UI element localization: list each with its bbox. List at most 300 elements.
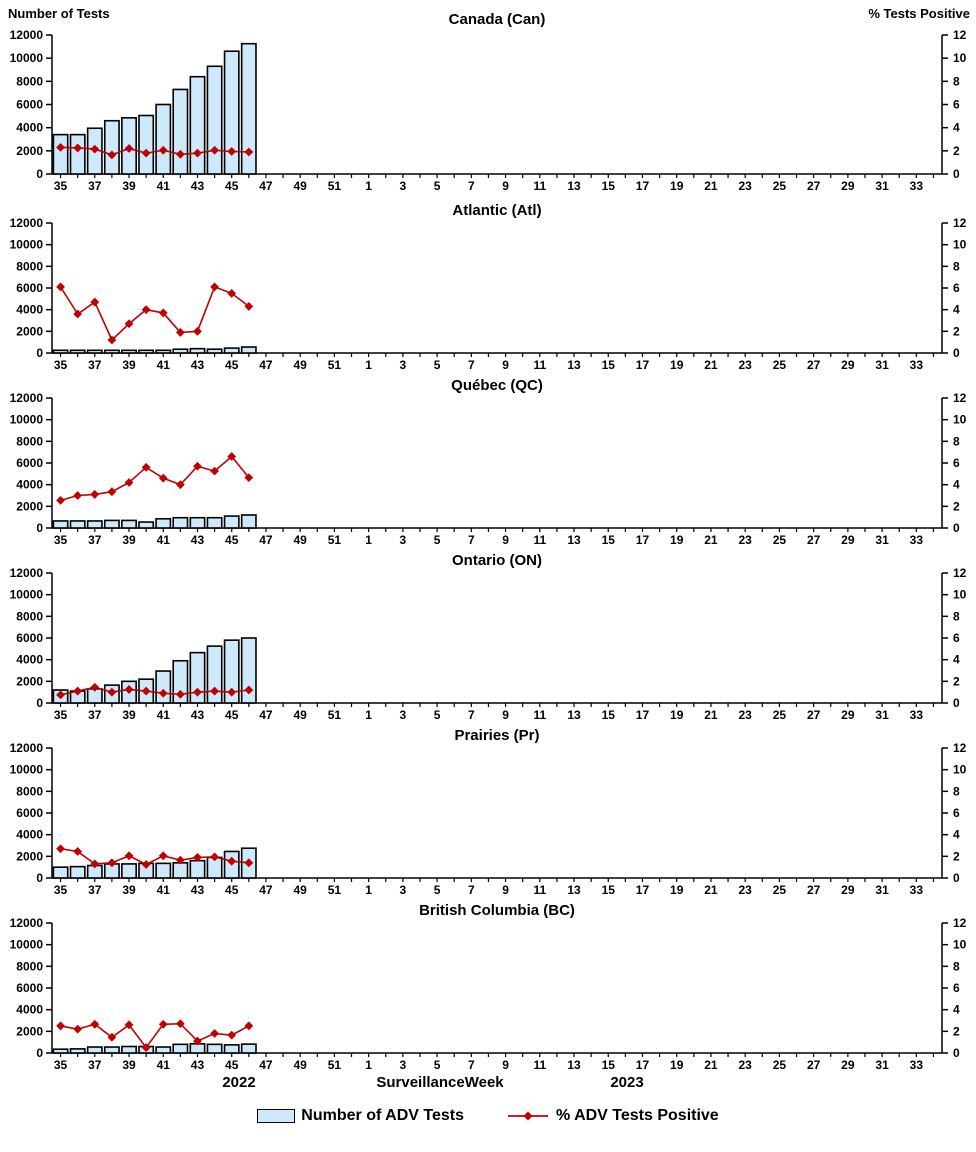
week-tick-label: 29 — [841, 179, 855, 193]
chart-qu-bec-qc — [0, 372, 976, 547]
week-tick-label: 5 — [433, 533, 441, 547]
left-axis-tick-label: 8000 — [16, 74, 43, 89]
bar-legend-swatch-icon — [257, 1109, 295, 1123]
left-axis-tick-label: 8000 — [16, 434, 43, 449]
right-axis-tick-label: 8 — [953, 609, 960, 624]
data-point-marker — [56, 844, 65, 853]
week-tick-label: 47 — [259, 533, 273, 547]
week-tick-label: 37 — [88, 883, 102, 897]
right-axis-tick-label: 6 — [953, 806, 960, 820]
week-tick-label: 21 — [704, 179, 718, 193]
legend-item-positive — [506, 1107, 719, 1125]
week-tick-label: 49 — [293, 533, 307, 547]
bar — [242, 1044, 256, 1053]
bar — [156, 519, 170, 528]
bar — [156, 350, 170, 353]
bar — [225, 516, 239, 528]
right-axis-tick-label: 8 — [953, 434, 960, 449]
chart-title: Canada (Can) — [448, 11, 546, 28]
week-tick-label: 29 — [841, 533, 855, 547]
left-axis-tick-label: 6000 — [16, 281, 43, 295]
week-tick-label: 15 — [601, 1058, 615, 1072]
bar — [105, 520, 119, 528]
week-tick-label: 13 — [567, 179, 581, 193]
bar — [88, 350, 102, 353]
week-tick-label: 11 — [533, 883, 547, 897]
week-tick-label: 33 — [909, 1058, 924, 1072]
week-tick-label: 27 — [806, 708, 821, 722]
chart-title: Québec (QC) — [451, 377, 543, 394]
left-axis-tick-label: 4000 — [16, 652, 43, 667]
week-tick-label: 41 — [156, 533, 170, 547]
left-axis-tick-label: 8000 — [16, 784, 43, 799]
bar — [53, 521, 67, 528]
bar — [156, 671, 170, 703]
bar — [88, 1047, 102, 1053]
week-tick-label: 7 — [467, 533, 475, 547]
right-axis-tick-label: 12 — [953, 566, 967, 580]
left-axis-tick-label: 12000 — [9, 566, 43, 580]
week-tick-label: 15 — [601, 708, 615, 722]
week-tick-label: 45 — [225, 708, 239, 722]
week-tick-label: 51 — [327, 533, 342, 547]
right-axis-tick-label: 10 — [953, 237, 967, 252]
left-axis-tick-label: 4000 — [16, 302, 43, 317]
week-tick-label: 35 — [53, 883, 68, 897]
week-tick-label: 41 — [156, 1058, 170, 1072]
left-axis-tick-label: 6000 — [16, 981, 43, 995]
week-tick-label: 17 — [635, 883, 650, 897]
week-tick-label: 25 — [772, 179, 787, 193]
bar — [207, 518, 221, 528]
right-axis-tick-label: 10 — [953, 51, 967, 66]
week-tick-label: 27 — [806, 883, 821, 897]
week-tick-label: 27 — [806, 358, 821, 372]
week-tick-label: 5 — [433, 1058, 441, 1072]
bar — [122, 864, 136, 878]
week-tick-label: 9 — [502, 179, 509, 193]
week-tick-label: 23 — [738, 708, 752, 722]
week-tick-label: 1 — [365, 883, 372, 897]
right-axis-tick-label: 2 — [953, 1024, 960, 1039]
chart-atlantic-atl — [0, 197, 976, 372]
week-tick-label: 37 — [88, 179, 102, 193]
left-axis-tick-label: 4000 — [16, 827, 43, 842]
week-tick-label: 17 — [635, 358, 650, 372]
week-tick-label: 45 — [225, 533, 239, 547]
left-axis-tick-label: 10000 — [9, 412, 43, 427]
left-axis-tick-label: 6000 — [16, 456, 43, 470]
bar — [122, 520, 136, 528]
right-axis-tick-label: 8 — [953, 784, 960, 799]
week-tick-label: 21 — [704, 358, 718, 372]
week-tick-label: 39 — [122, 883, 136, 897]
week-tick-label: 41 — [156, 708, 170, 722]
bar — [225, 348, 239, 353]
x-axis-footer — [0, 1072, 976, 1098]
week-tick-label: 23 — [738, 533, 752, 547]
week-tick-label: 47 — [259, 358, 273, 372]
week-tick-label: 43 — [190, 883, 205, 897]
week-tick-label: 9 — [502, 883, 509, 897]
week-tick-label: 23 — [738, 179, 752, 193]
right-axis-tick-label: 4 — [953, 652, 960, 667]
right-axis-tick-label: 6 — [953, 456, 960, 470]
week-tick-label: 27 — [806, 179, 821, 193]
week-tick-label: 27 — [806, 533, 821, 547]
week-tick-label: 11 — [533, 358, 547, 372]
week-tick-label: 11 — [533, 708, 547, 722]
left-axis-tick-label: 0 — [36, 167, 43, 181]
left-axis-tick-label: 0 — [36, 1046, 43, 1060]
week-tick-label: 25 — [772, 1058, 787, 1072]
right-axis-tick-label: 2 — [953, 674, 960, 689]
left-axis-tick-label: 8000 — [16, 959, 43, 974]
week-tick-label: 19 — [670, 533, 684, 547]
week-tick-label: 5 — [433, 358, 441, 372]
right-axis-tick-label: 2 — [953, 143, 960, 158]
week-tick-label: 21 — [704, 533, 718, 547]
week-tick-label: 9 — [502, 708, 509, 722]
right-axis-tick-label: 8 — [953, 259, 960, 274]
week-tick-label: 37 — [88, 708, 102, 722]
week-tick-label: 3 — [399, 179, 407, 193]
week-tick-label: 7 — [467, 179, 475, 193]
bar — [156, 105, 170, 175]
left-axis-tick-label: 2000 — [16, 1024, 43, 1039]
week-tick-label: 41 — [156, 883, 170, 897]
data-point-marker — [56, 283, 65, 292]
week-tick-label: 51 — [327, 883, 342, 897]
left-axis-tick-label: 10000 — [9, 587, 43, 602]
year-label-2022: 2022 — [222, 1074, 256, 1091]
chart-british-columbia-bc — [0, 897, 976, 1072]
bar — [88, 521, 102, 528]
left-axis-tick-label: 10000 — [9, 51, 43, 66]
bar — [173, 349, 187, 353]
data-point-marker — [193, 327, 202, 336]
week-tick-label: 33 — [909, 883, 924, 897]
chart-legend — [0, 1098, 976, 1134]
week-tick-label: 11 — [533, 179, 547, 193]
bar — [190, 349, 204, 353]
week-tick-label: 31 — [875, 708, 889, 722]
bar — [242, 515, 256, 528]
week-tick-label: 7 — [467, 883, 475, 897]
right-axis-tick-label: 2 — [953, 499, 960, 514]
left-axis-tick-label: 2000 — [16, 499, 43, 514]
chart-ontario-on — [0, 547, 976, 722]
week-tick-label: 45 — [225, 1058, 239, 1072]
bar — [173, 89, 187, 174]
week-tick-label: 31 — [875, 883, 889, 897]
week-tick-label: 13 — [567, 1058, 581, 1072]
week-tick-label: 19 — [670, 708, 684, 722]
left-axis-tick-label: 0 — [36, 346, 43, 360]
data-point-marker — [56, 496, 65, 505]
right-axis-tick-label: 4 — [953, 302, 960, 317]
data-point-marker — [73, 491, 82, 500]
week-tick-label: 51 — [327, 179, 342, 193]
bar — [53, 867, 67, 878]
bar — [71, 135, 85, 174]
week-tick-label: 7 — [467, 708, 475, 722]
week-tick-label: 37 — [88, 533, 102, 547]
left-axis-tick-label: 4000 — [16, 477, 43, 492]
week-tick-label: 35 — [53, 358, 68, 372]
right-axis-tick-label: 0 — [953, 871, 960, 885]
bar — [122, 350, 136, 353]
week-tick-label: 9 — [502, 533, 509, 547]
week-tick-label: 5 — [433, 708, 441, 722]
bar — [71, 350, 85, 353]
week-tick-label: 31 — [875, 179, 889, 193]
week-tick-label: 29 — [841, 708, 855, 722]
left-axis-tick-label: 6000 — [16, 806, 43, 820]
week-tick-label: 13 — [567, 358, 581, 372]
week-tick-label: 15 — [601, 533, 615, 547]
left-axis-tick-label: 12000 — [9, 391, 43, 405]
right-axis-tick-label: 10 — [953, 412, 967, 427]
week-tick-label: 3 — [399, 533, 407, 547]
left-axis-tick-label: 10000 — [9, 937, 43, 952]
week-tick-label: 31 — [875, 1058, 889, 1072]
week-tick-label: 13 — [567, 883, 581, 897]
week-tick-label: 11 — [533, 1058, 547, 1072]
bar — [105, 1047, 119, 1053]
right-axis-tick-label: 0 — [953, 1046, 960, 1060]
week-tick-label: 43 — [190, 708, 205, 722]
week-tick-label: 51 — [327, 1058, 342, 1072]
left-axis-tick-label: 12000 — [9, 216, 43, 230]
chart-title: British Columbia (BC) — [419, 902, 575, 919]
year-label-2023: 2023 — [610, 1074, 644, 1091]
right-axis-tick-label: 0 — [953, 167, 960, 181]
bar — [190, 77, 204, 174]
bar — [190, 518, 204, 528]
bar — [207, 66, 221, 174]
x-axis-title: SurveillanceWeek — [376, 1074, 504, 1091]
data-point-marker — [244, 1022, 253, 1031]
bar — [207, 1044, 221, 1053]
week-tick-label: 3 — [399, 358, 407, 372]
week-tick-label: 43 — [190, 1058, 205, 1072]
week-tick-label: 5 — [433, 179, 441, 193]
week-tick-label: 15 — [601, 883, 615, 897]
week-tick-label: 37 — [88, 358, 102, 372]
right-axis-tick-label: 0 — [953, 696, 960, 710]
left-axis-tick-label: 10000 — [9, 762, 43, 777]
week-tick-label: 45 — [225, 358, 239, 372]
chart-canada-can — [0, 0, 976, 197]
week-tick-label: 15 — [601, 179, 615, 193]
right-axis-tick-label: 4 — [953, 120, 960, 135]
bar — [105, 350, 119, 353]
bar — [53, 350, 67, 353]
week-tick-label: 19 — [670, 883, 684, 897]
left-axis-tick-label: 0 — [36, 696, 43, 710]
left-axis-tick-label: 0 — [36, 871, 43, 885]
right-axis-tick-label: 0 — [953, 346, 960, 360]
bar — [139, 522, 153, 528]
bar — [156, 863, 170, 878]
data-point-marker — [227, 1031, 236, 1040]
week-tick-label: 47 — [259, 1058, 273, 1072]
bar — [71, 521, 85, 528]
week-tick-label: 21 — [704, 1058, 718, 1072]
bar — [207, 349, 221, 353]
bar — [173, 863, 187, 878]
week-tick-label: 43 — [190, 179, 205, 193]
week-tick-label: 19 — [670, 179, 684, 193]
week-tick-label: 21 — [704, 708, 718, 722]
week-tick-label: 15 — [601, 358, 615, 372]
week-tick-label: 49 — [293, 1058, 307, 1072]
data-point-marker — [159, 474, 168, 483]
week-tick-label: 39 — [122, 1058, 136, 1072]
week-tick-label: 1 — [365, 179, 372, 193]
week-tick-label: 47 — [259, 708, 273, 722]
legend-label-tests: Number of ADV Tests — [301, 1107, 464, 1124]
left-axis-tick-label: 2000 — [16, 674, 43, 689]
week-tick-label: 25 — [772, 708, 787, 722]
week-tick-label: 35 — [53, 1058, 68, 1072]
week-tick-label: 19 — [670, 358, 684, 372]
bar — [122, 1047, 136, 1054]
left-axis-title: Number of Tests — [8, 6, 110, 21]
week-tick-label: 5 — [433, 883, 441, 897]
bar — [71, 1049, 85, 1053]
right-axis-tick-label: 2 — [953, 324, 960, 339]
left-axis-tick-label: 4000 — [16, 120, 43, 135]
week-tick-label: 17 — [635, 179, 650, 193]
week-tick-label: 9 — [502, 1058, 509, 1072]
week-tick-label: 33 — [909, 533, 924, 547]
right-axis-tick-label: 8 — [953, 74, 960, 89]
data-point-marker — [210, 283, 219, 292]
bar — [139, 350, 153, 353]
week-tick-label: 49 — [293, 708, 307, 722]
right-axis-tick-label: 6 — [953, 981, 960, 995]
left-axis-tick-label: 12000 — [9, 916, 43, 930]
week-tick-label: 17 — [635, 708, 650, 722]
week-tick-label: 25 — [772, 358, 787, 372]
bar — [242, 347, 256, 353]
week-tick-label: 21 — [704, 883, 718, 897]
week-tick-label: 43 — [190, 358, 205, 372]
week-tick-label: 31 — [875, 358, 889, 372]
week-tick-label: 7 — [467, 1058, 475, 1072]
right-axis-tick-label: 12 — [953, 28, 967, 42]
week-tick-label: 41 — [156, 358, 170, 372]
bar — [173, 1044, 187, 1053]
week-tick-label: 3 — [399, 1058, 407, 1072]
week-tick-label: 33 — [909, 358, 924, 372]
week-tick-label: 23 — [738, 358, 752, 372]
left-axis-tick-label: 6000 — [16, 631, 43, 645]
week-tick-label: 1 — [365, 1058, 372, 1072]
right-axis-title: % Tests Positive — [868, 6, 970, 21]
week-tick-label: 47 — [259, 883, 273, 897]
data-point-marker — [159, 851, 168, 860]
left-axis-tick-label: 8000 — [16, 259, 43, 274]
week-tick-label: 1 — [365, 533, 372, 547]
week-tick-label: 23 — [738, 883, 752, 897]
week-tick-label: 29 — [841, 1058, 855, 1072]
bar — [139, 116, 153, 174]
right-axis-tick-label: 4 — [953, 827, 960, 842]
right-axis-tick-label: 4 — [953, 1002, 960, 1017]
right-axis-tick-label: 12 — [953, 391, 967, 405]
week-tick-label: 39 — [122, 533, 136, 547]
week-tick-label: 47 — [259, 179, 273, 193]
left-axis-tick-label: 2000 — [16, 143, 43, 158]
week-tick-label: 49 — [293, 179, 307, 193]
bar — [105, 121, 119, 174]
week-tick-label: 41 — [156, 179, 170, 193]
right-axis-tick-label: 2 — [953, 849, 960, 864]
week-tick-label: 13 — [567, 533, 581, 547]
data-point-marker — [73, 1025, 82, 1034]
chart-title: Ontario (ON) — [452, 552, 542, 569]
week-tick-label: 13 — [567, 708, 581, 722]
week-tick-label: 49 — [293, 883, 307, 897]
left-axis-tick-label: 0 — [36, 521, 43, 535]
legend-label-positive: % ADV Tests Positive — [555, 1107, 719, 1124]
week-tick-label: 37 — [88, 1058, 102, 1072]
left-axis-tick-label: 2000 — [16, 849, 43, 864]
week-tick-label: 35 — [53, 708, 68, 722]
bar — [225, 1045, 239, 1053]
week-tick-label: 35 — [53, 533, 68, 547]
right-axis-tick-label: 4 — [953, 477, 960, 492]
week-tick-label: 29 — [841, 883, 855, 897]
bar — [71, 867, 85, 878]
left-axis-tick-label: 8000 — [16, 609, 43, 624]
line-legend-marker-icon — [506, 1110, 550, 1122]
week-tick-label: 19 — [670, 1058, 684, 1072]
right-axis-tick-label: 6 — [953, 281, 960, 295]
left-axis-tick-label: 12000 — [9, 741, 43, 755]
week-tick-label: 11 — [533, 533, 547, 547]
week-tick-label: 23 — [738, 1058, 752, 1072]
bar — [53, 135, 67, 174]
right-axis-tick-label: 6 — [953, 97, 960, 112]
week-tick-label: 3 — [399, 883, 407, 897]
week-tick-label: 17 — [635, 1058, 650, 1072]
week-tick-label: 35 — [53, 179, 68, 193]
right-axis-tick-label: 6 — [953, 631, 960, 645]
left-axis-tick-label: 4000 — [16, 1002, 43, 1017]
right-axis-tick-label: 12 — [953, 216, 967, 230]
week-tick-label: 17 — [635, 533, 650, 547]
week-tick-label: 1 — [365, 708, 372, 722]
week-tick-label: 25 — [772, 883, 787, 897]
data-point-marker — [108, 487, 117, 496]
week-tick-label: 25 — [772, 533, 787, 547]
data-point-marker — [56, 1022, 65, 1031]
bar — [53, 1049, 67, 1053]
week-tick-label: 39 — [122, 358, 136, 372]
week-tick-label: 39 — [122, 708, 136, 722]
bar — [190, 861, 204, 878]
week-tick-label: 27 — [806, 1058, 821, 1072]
left-axis-tick-label: 12000 — [9, 28, 43, 42]
chart-title: Atlantic (Atl) — [452, 202, 542, 219]
chart-title: Prairies (Pr) — [454, 727, 540, 744]
week-tick-label: 31 — [875, 533, 889, 547]
week-tick-label: 33 — [909, 179, 924, 193]
